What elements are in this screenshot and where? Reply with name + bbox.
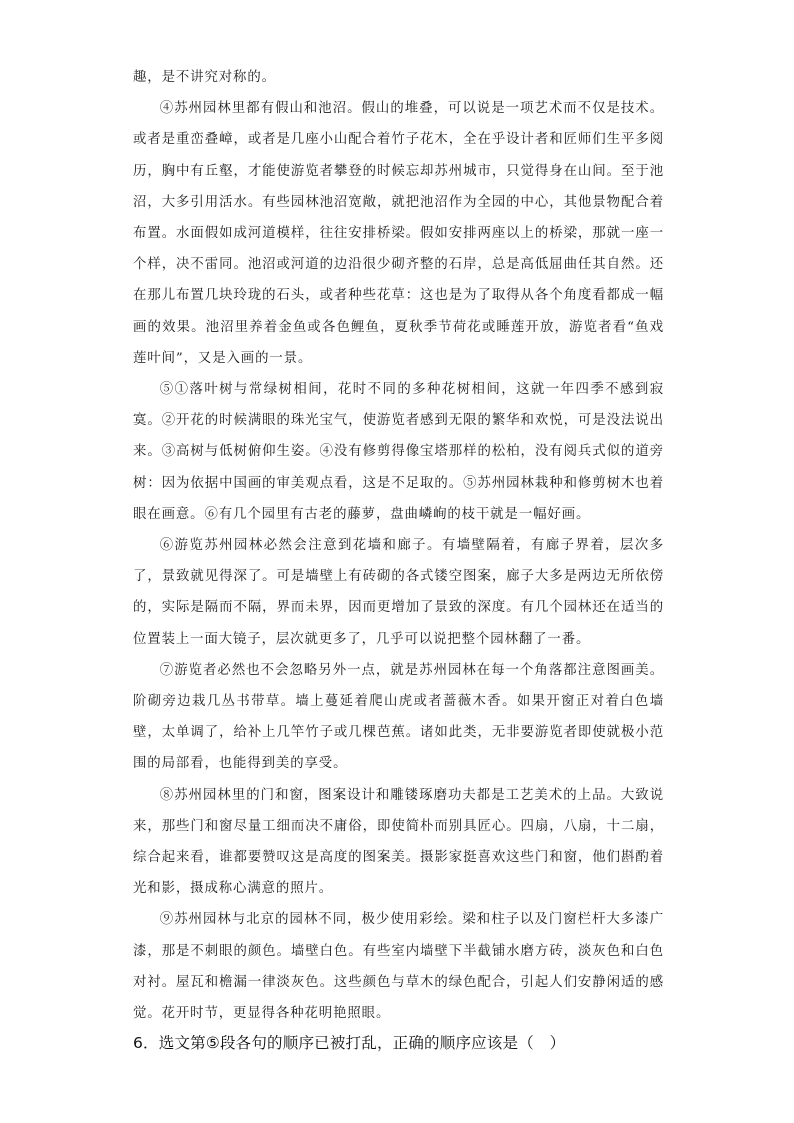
paragraph-5: ⑤①落叶树与常绿树相间，花时不同的多种花树相间，这就一年四季不感到寂寞。②开花的时候满眼的珠光宝气，使游览者感到无限的繁华和欢悦，可是没法说出来。③高树与低树俯仰生姿。④没有修剪得像宝塔那样的松柏，没有阅兵式似的道旁树：因为依据中国画的审美观点看，这是不足取的。⑤苏州园林栽种和修剪树木也着眼在画意。⑥有几个园里有古老的藤萝，盘曲嶙峋的枝干就是一幅好画。 [133,382,664,522]
paragraph-3-continuation: 趣，是不讲究对称的。 [133,70,276,85]
paragraph-8: ⑧苏州园林里的门和窗，图案设计和雕镂琢磨功夫都是工艺美术的上品。大致说来，那些门和窗尽量工细而决不庸俗，即使简朴而别具匠心。四扇，八扇，十二扇，综合起来看，谁都要赞叹这是高度的图案美。摄影家挺喜欢这些门和窗，他们斟酌着光和影，摄成称心满意的照片。 [133,787,664,897]
question-6: 6．选文第⑤段各句的顺序已被打乱，正确的顺序应该是（ ） [133,1034,566,1052]
paragraph-6: ⑥游览苏州园林必然会注意到花墙和廊子。有墙壁隔着，有廊子界着，层次多了，景致就见得深了。可是墙壁上有砖砌的各式镂空图案，廊子大多是两边无所依傍的，实际是隔而不隔，界而未界，因而更增加了景致的深度。有几个园林还在适当的位置装上一面大镜子，层次就更多了，几乎可以说把整个园林翻了一番。 [133,538,664,647]
paragraph-7: ⑦游览者必然也不会忽略另外一点，就是苏州园林在每一个角落都注意图画美。阶砌旁边栽几丛书带草。墙上蔓延着爬山虎或者蔷薇木香。如果开窗正对着白色墙壁，太单调了，给补上几竿竹子或几棵芭蕉。诸如此类，无非要游览者即使就极小范围的局部看，也能得到美的享受。 [133,662,664,772]
passage [133,62,664,1029]
paragraph-9: ⑨苏州园林与北京的园林不同，极少使用彩绘。梁和柱子以及门窗栏杆大多漆广漆，那是不刺眼的颜色。墙壁白色。有些室内墙壁下半截铺水磨方砖，淡灰色和白色对衬。屋瓦和檐漏一律淡灰色。这些颜色与草木的绿色配合，引起人们安静闲适的感觉。花开时节，更显得各种花明艳照眼。 [133,912,664,1022]
paragraph-4: ④苏州园林里都有假山和池沼。假山的堆叠，可以说是一项艺术而不仅是技术。或者是重峦叠嶂，或者是几座小山配合着竹子花木，全在乎设计者和匠师们生平多阅历，胸中有丘壑，才能使游览者攀登的时候忘却苏州城市，只觉得身在山间。至于池沼，大多引用活水。有些园林池沼宽敞，就把池沼作为全园的中心，其他景物配合着布置。水面假如成河道模样，往往安排桥梁。假如安排两座以上的桥梁，那就一座一个样，决不雷同。池沼或河道的边沿很少砌齐整的石岸，总是高低屈曲任其自然。还在那儿布置几块玲珑的石头，或者种些花草：这也是为了取得从各个角度看都成一幅画的效果。池沼里养着金鱼或各色鲤鱼，夏秋季节荷花或睡莲开放，游览者看“鱼戏莲叶间”，又是入画的一景。 [133,101,664,366]
